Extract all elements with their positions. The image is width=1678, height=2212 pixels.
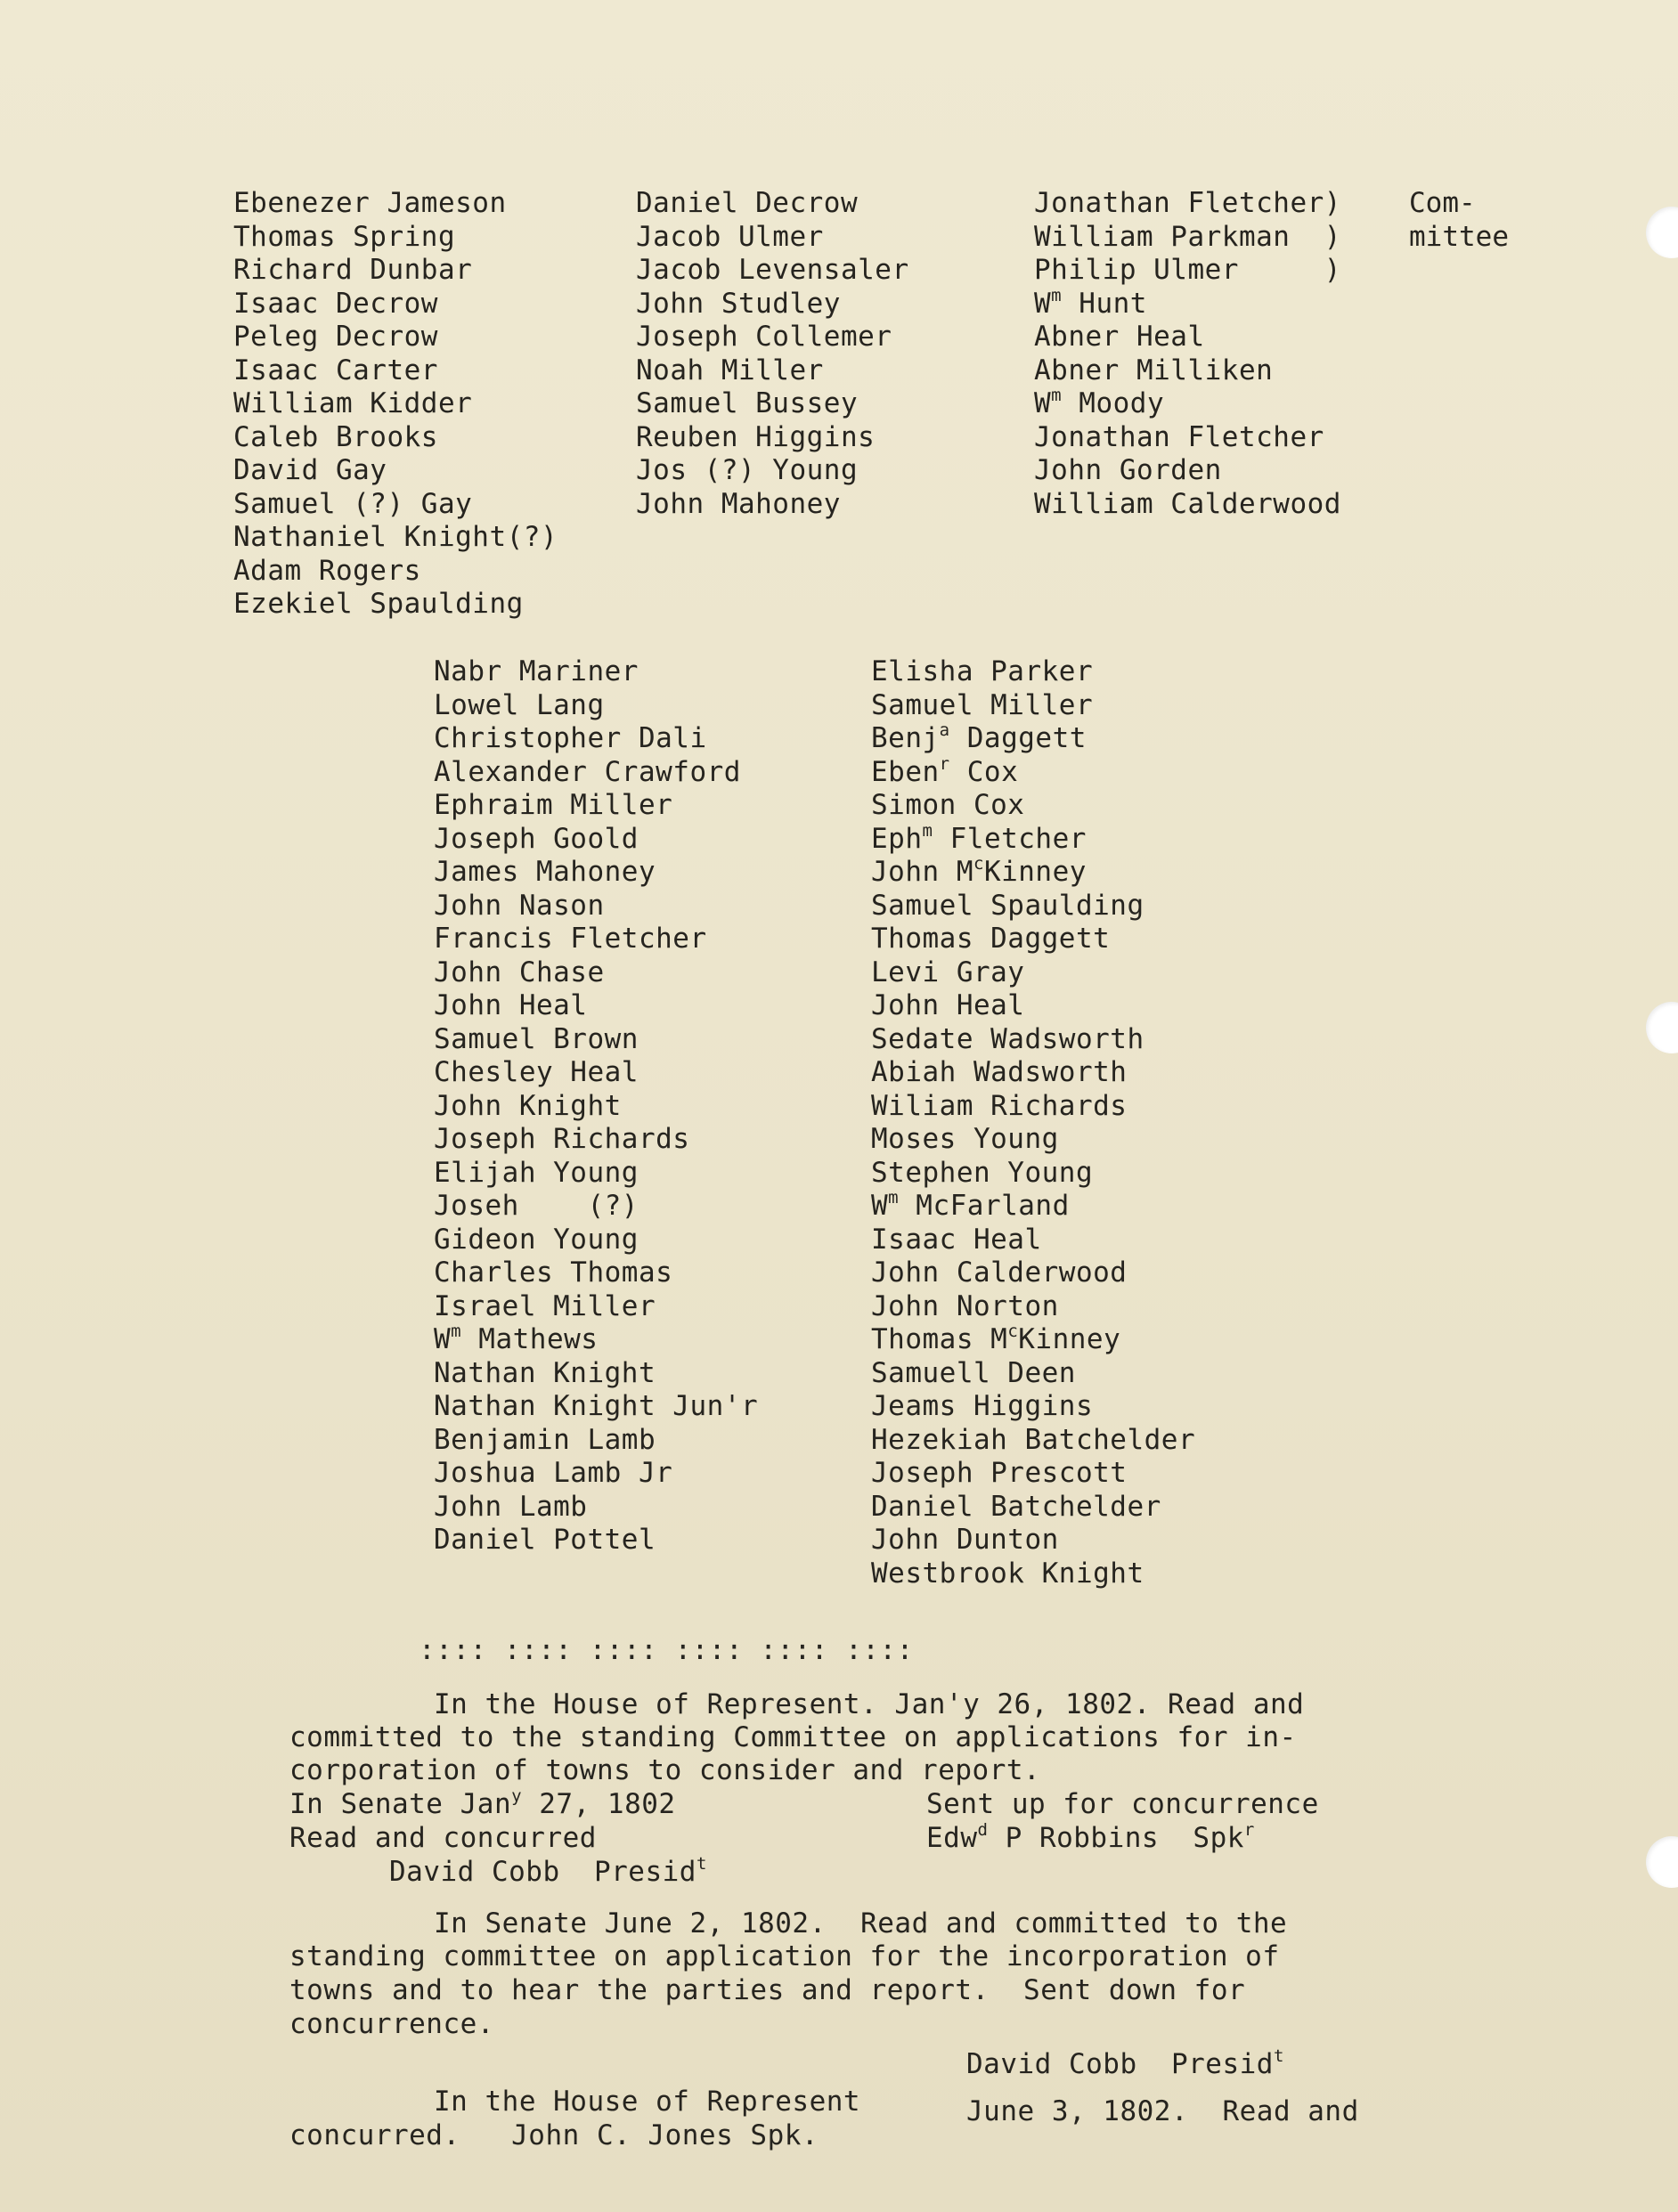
signatures-column-left <box>233 187 558 622</box>
signature-name: John Knight <box>434 1089 622 1122</box>
signature-name: Noah Miller <box>636 354 824 386</box>
signature-name: Gideon Young <box>434 1223 639 1256</box>
signature-name: Charles Thomas <box>434 1256 673 1289</box>
signature-name: Philip Ulmer ) <box>1034 254 1341 286</box>
signature-name: $W^m$ Mathews <box>434 1322 599 1355</box>
signature-name: Sedate Wadsworth <box>871 1022 1144 1055</box>
signatures-column-middle <box>636 187 909 521</box>
signature-name: Joseph Goold <box>434 822 639 855</box>
signature-name: Jeams Higgins <box>871 1390 1094 1422</box>
signature-name: Stephen Young <box>871 1156 1094 1189</box>
signature-name: Israel Miller <box>434 1289 656 1322</box>
signature-name: Ebenezer Jameson <box>233 187 507 219</box>
signature-name: Ezekiel Spaulding <box>233 588 524 620</box>
signature-name: $W^m$ Hunt <box>1034 285 1147 320</box>
senate-jan-date: In Senate Jan$^y$ 27, 1802 <box>289 1786 676 1820</box>
house-note-line: In the House of Represent. Jan'y 26, 1802. Read and <box>434 1688 1305 1720</box>
senate-june-line: In Senate June 2, 1802. Read and committed to the <box>434 1907 1288 1940</box>
signature-name: Moses Young <box>871 1123 1059 1155</box>
signature-name: Reuben Higgins <box>636 420 876 453</box>
binder-hole-bottom <box>1646 1836 1678 1888</box>
signature-name: William Calderwood <box>1034 487 1341 520</box>
signature-name: Caleb Brooks <box>233 420 438 453</box>
signature-name: Simon Cox <box>871 789 1025 821</box>
signature-name: Richard Dunbar <box>233 254 473 286</box>
signature-name: Joseh (?) <box>434 1190 639 1222</box>
signature-name: Isaac Carter <box>233 354 438 386</box>
signature-name: Abiah Wadsworth <box>871 1056 1128 1088</box>
signature-name: Samuell Deen <box>871 1356 1076 1389</box>
signature-name: Christopher Dali <box>434 722 707 754</box>
senate-president-signature: David Cobb Presid$^t$ <box>389 1854 707 1888</box>
signature-name: Joseph Prescott <box>871 1457 1128 1489</box>
signature-name: Peleg Decrow <box>233 321 438 353</box>
signature-name: Eben$^r$ Cox <box>871 753 1019 788</box>
signature-name: $W^m$ Moody <box>1034 386 1165 419</box>
house-note-line: corporation of towns to consider and report. <box>289 1754 1041 1786</box>
signature-name: John Dunton <box>871 1524 1059 1556</box>
house-june-concurred: concurred. John C. Jones Spk. <box>289 2119 819 2151</box>
signature-name: John Heal <box>434 989 588 1021</box>
signature-name: Isaac Decrow <box>233 287 438 320</box>
signatures-lower-left <box>434 655 758 1557</box>
signature-name: Adam Rogers <box>233 554 421 587</box>
signature-name: Francis Fletcher <box>434 923 707 955</box>
signature-name: John Calderwood <box>871 1256 1128 1289</box>
signature-name: Benj$^a$ Daggett <box>871 720 1087 754</box>
signature-name: John $M^cKinney$ <box>871 854 1087 888</box>
signature-name: John Mahoney <box>636 487 841 520</box>
senate-june-line: standing committee on application for the incorporation of <box>289 1940 1280 1972</box>
signature-name: Isaac Heal <box>871 1223 1042 1256</box>
house-june-date: June 3, 1802. Read and <box>966 2095 1359 2127</box>
signatures-column-right <box>1034 187 1341 521</box>
signature-name: Nabr Mariner <box>434 655 639 687</box>
signatures-lower-right <box>871 655 1195 1590</box>
signature-name: John Norton <box>871 1289 1059 1322</box>
signature-name: Thomas Daggett <box>871 923 1111 955</box>
signature-name: Joseph Richards <box>434 1123 690 1155</box>
signature-name: William Parkman ) <box>1034 220 1341 253</box>
signature-name: Alexander Crawford <box>434 755 741 788</box>
signature-name: Benjamin Lamb <box>434 1423 656 1456</box>
house-june-heading: In the House of Represent <box>434 2086 861 2118</box>
signature-name: William Kidder <box>233 387 473 419</box>
senate-june-line: towns and to hear the parties and report. Sent down for <box>289 1974 1246 2006</box>
signature-name: John Chase <box>434 956 605 988</box>
signature-name: Joseph Collemer <box>636 321 892 353</box>
signature-name: John Heal <box>871 989 1025 1021</box>
signature-name: Thomas Spring <box>233 220 456 253</box>
signature-name: James Mahoney <box>434 856 656 888</box>
committee-label <box>1409 187 1509 254</box>
senate-jan-action: Read and concurred <box>289 1822 597 1854</box>
section-separator: :::: :::: :::: :::: :::: :::: <box>419 1634 914 1666</box>
signature-name: Elisha Parker <box>871 655 1094 687</box>
signature-name: David Gay <box>233 454 387 486</box>
signature-name: Elijah Young <box>434 1156 639 1189</box>
signature-name: Abner Heal <box>1034 321 1205 353</box>
signature-name: John Nason <box>434 889 605 922</box>
signature-name: Jonathan Fletcher <box>1034 420 1324 453</box>
signature-name: Daniel Pottel <box>434 1524 656 1556</box>
senate-june-president-signature: David Cobb Presid$^t$ <box>966 2046 1284 2080</box>
sent-up-note: Sent up for concurrence <box>926 1788 1319 1820</box>
signature-name: Nathaniel Knight(?) <box>233 521 558 553</box>
signature-name: Hezekiah Batchelder <box>871 1423 1196 1456</box>
signature-name: Samuel Brown <box>434 1022 639 1055</box>
signature-name: Levi Gray <box>871 956 1025 988</box>
senate-june-line: concurrence. <box>289 2008 494 2040</box>
binder-hole-top <box>1646 207 1678 258</box>
signature-name: Samuel Miller <box>871 688 1094 721</box>
signature-name: Jos (?) Young <box>636 454 859 486</box>
signature-name: Westbrook Knight <box>871 1557 1144 1590</box>
signature-name: Jonathan Fletcher) <box>1034 187 1341 219</box>
committee-label-line: mittee <box>1409 220 1509 253</box>
signature-name: Ephraim Miller <box>434 789 673 821</box>
signature-name: Jacob Levensaler <box>636 254 909 286</box>
signature-name: Abner Milliken <box>1034 354 1274 386</box>
signature-name: $W^m$ McFarland <box>871 1188 1070 1222</box>
signature-name: Nathan Knight Jun'r <box>434 1390 759 1422</box>
house-note-line: committed to the standing Committee on applications for in- <box>289 1721 1297 1753</box>
signature-name: Jacob Ulmer <box>636 220 824 253</box>
signature-name: Nathan Knight <box>434 1356 656 1389</box>
signature-name: Lowel Lang <box>434 688 605 721</box>
binder-hole-middle <box>1646 1002 1678 1053</box>
signature-name: Samuel Spaulding <box>871 889 1144 922</box>
signature-name: John Studley <box>636 287 841 320</box>
signature-name: Samuel (?) Gay <box>233 487 473 520</box>
signature-name: Daniel Decrow <box>636 187 859 219</box>
signature-name: Eph$^m$ Fletcher <box>871 820 1087 855</box>
signature-name: Wiliam Richards <box>871 1089 1128 1122</box>
signature-name: Thomas $M^cKinney$ <box>871 1322 1121 1355</box>
committee-label-line: Com- <box>1409 187 1476 219</box>
signature-name: Chesley Heal <box>434 1056 639 1088</box>
signature-name: John Gorden <box>1034 454 1222 486</box>
signature-name: Daniel Batchelder <box>871 1490 1161 1523</box>
speaker-signature: Edw$^d$ P Robbins Spk$^r$ <box>926 1820 1255 1854</box>
signature-name: Samuel Bussey <box>636 387 859 419</box>
signature-name: Joshua Lamb Jr <box>434 1457 673 1489</box>
signature-name: John Lamb <box>434 1490 588 1523</box>
